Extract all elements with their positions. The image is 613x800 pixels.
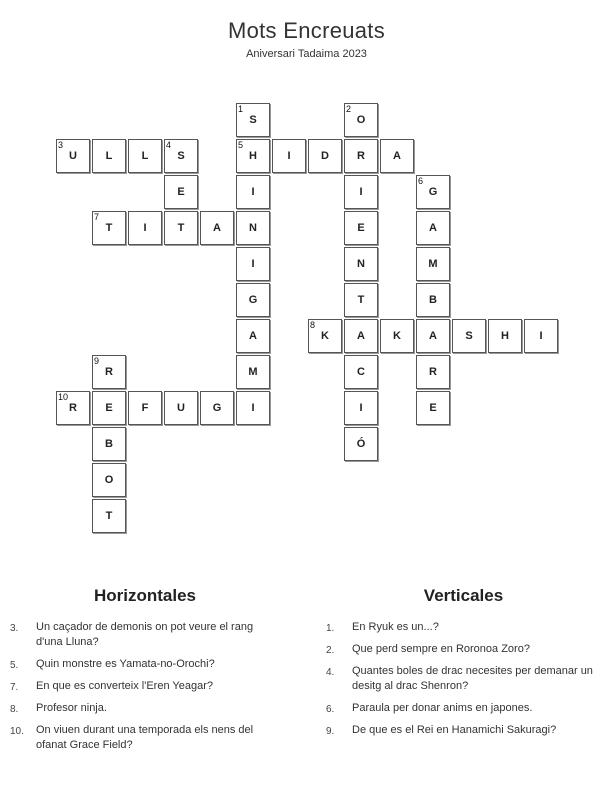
grid-cell[interactable]	[380, 139, 414, 173]
grid-cell[interactable]	[416, 319, 450, 353]
clue-item-text: En Ryuk es un...?	[352, 621, 439, 633]
clue-item-text: Profesor ninja.	[36, 702, 107, 714]
grid-cell[interactable]	[92, 211, 126, 245]
clue-item	[10, 620, 280, 650]
cell-letter: E	[177, 186, 185, 198]
clue-item-number: 4.	[326, 667, 335, 678]
cell-letter: R	[429, 366, 437, 378]
clue-number: 8	[310, 320, 316, 330]
grid-cell[interactable]	[416, 175, 450, 209]
cell-letter: B	[105, 438, 113, 450]
cell-letter: I	[359, 186, 363, 198]
cell-letter: A	[357, 330, 365, 342]
clue-item-text: De que es el Rei en Hanamichi Sakuragi?	[352, 724, 557, 736]
cell-letter: N	[357, 258, 365, 270]
clue-item-text: On viuen durant una temporada els nens del ofanat Grace Field?	[36, 724, 254, 751]
cell-letter: I	[251, 402, 255, 414]
grid-cell[interactable]	[344, 427, 378, 461]
grid-cell[interactable]	[164, 211, 198, 245]
vertical-heading: Verticales	[423, 586, 504, 605]
clue-item	[326, 723, 601, 738]
cell-letter: I	[287, 150, 291, 162]
cell-letter: G	[248, 294, 258, 306]
cell-letter: Ó	[356, 438, 366, 450]
cell-letter: H	[249, 150, 257, 162]
clue-number: 10	[58, 392, 69, 402]
grid-cell[interactable]	[416, 355, 450, 389]
grid-cell[interactable]	[524, 319, 558, 353]
grid-cell[interactable]	[236, 211, 270, 245]
cell-letter: R	[105, 366, 113, 378]
clue-number: 5	[238, 140, 244, 150]
grid-cell[interactable]	[164, 175, 198, 209]
grid-cell[interactable]	[56, 139, 90, 173]
grid-cell[interactable]	[236, 247, 270, 281]
clue-number: 4	[166, 140, 172, 150]
grid-cell[interactable]	[128, 139, 162, 173]
grid-cell[interactable]	[344, 139, 378, 173]
cell-letter: T	[105, 222, 113, 234]
grid-cell[interactable]	[164, 139, 198, 173]
cell-letter: M	[248, 366, 258, 378]
grid-cell[interactable]	[344, 211, 378, 245]
grid-cell[interactable]	[308, 139, 342, 173]
grid-cell[interactable]	[92, 463, 126, 497]
grid-cell[interactable]	[344, 175, 378, 209]
clue-number: 3	[58, 140, 64, 150]
clue-item	[326, 620, 601, 635]
grid-cell[interactable]	[236, 319, 270, 353]
clue-item	[10, 657, 280, 672]
cell-letter: R	[357, 150, 365, 162]
cell-letter: F	[141, 402, 149, 414]
cell-letter: O	[104, 474, 114, 486]
clue-item-text: Paraula per donar anims en japones.	[352, 702, 533, 714]
cell-letter: I	[251, 186, 255, 198]
clue-item	[10, 723, 280, 753]
clue-item-number: 10.	[10, 726, 24, 737]
clue-item-number: 2.	[326, 645, 335, 656]
clue-item	[10, 679, 280, 694]
grid-cell[interactable]	[236, 283, 270, 317]
cell-letter: B	[429, 294, 437, 306]
grid-cell[interactable]	[416, 211, 450, 245]
cell-letter: A	[213, 222, 221, 234]
cell-letter: U	[69, 150, 77, 162]
clue-item-text: Quantes boles de drac necesites per demanar un desitg al drac Shenron?	[352, 665, 593, 692]
grid-cell[interactable]	[344, 283, 378, 317]
cell-letter: O	[356, 114, 366, 126]
cell-letter: C	[357, 366, 365, 378]
grid-cell[interactable]	[164, 391, 198, 425]
grid-cell[interactable]	[308, 319, 342, 353]
cell-letter: U	[177, 402, 185, 414]
cell-letter: K	[393, 330, 401, 342]
grid-cell[interactable]	[56, 391, 90, 425]
clue-item-number: 8.	[10, 704, 19, 715]
clue-item-number: 1.	[326, 623, 335, 634]
cell-letter: D	[321, 150, 329, 162]
clue-item-number: 6.	[326, 704, 335, 715]
grid-cell[interactable]	[236, 175, 270, 209]
cell-letter: E	[357, 222, 365, 234]
cell-letter: T	[357, 294, 365, 306]
grid-cell[interactable]	[416, 391, 450, 425]
grid-cell[interactable]	[128, 391, 162, 425]
grid-cell[interactable]	[344, 103, 378, 137]
cell-letter: S	[465, 330, 473, 342]
cell-letter: T	[105, 510, 113, 522]
cell-letter: S	[249, 114, 257, 126]
grid-cell[interactable]	[92, 427, 126, 461]
grid-cell[interactable]	[236, 391, 270, 425]
grid-cell[interactable]	[344, 355, 378, 389]
cell-letter: A	[393, 150, 401, 162]
cell-letter: M	[428, 258, 438, 270]
horizontal-heading: Horizontales	[93, 586, 197, 605]
clue-number: 9	[94, 356, 100, 366]
clue-number: 7	[94, 212, 100, 222]
page-title: Mots Encreuats	[227, 18, 386, 43]
clue-item-text: Quin monstre es Yamata-no-Orochi?	[36, 658, 215, 670]
clue-item-text: Que perd sempre en Roronoa Zoro?	[352, 643, 530, 655]
grid-cell[interactable]	[92, 355, 126, 389]
cell-letter: S	[177, 150, 185, 162]
grid-cell[interactable]	[236, 139, 270, 173]
grid-cell[interactable]	[200, 391, 234, 425]
clue-number: 1	[238, 104, 244, 114]
clue-item-number: 5.	[10, 660, 19, 671]
clue-item-number: 7.	[10, 682, 19, 693]
cell-letter: I	[539, 330, 543, 342]
clue-item-number: 3.	[10, 623, 19, 634]
cell-letter: I	[251, 258, 255, 270]
cell-letter: A	[249, 330, 257, 342]
grid-cell[interactable]	[488, 319, 522, 353]
grid-cell[interactable]	[380, 319, 414, 353]
grid-cell[interactable]	[92, 139, 126, 173]
cell-letter: L	[141, 150, 149, 162]
clue-item	[326, 701, 601, 716]
clue-item-text: Un caçador de demonis on pot veure el rang d'una Lluna?	[36, 621, 254, 648]
grid-cell[interactable]	[236, 355, 270, 389]
cell-letter: A	[429, 222, 437, 234]
horizontal-clues	[10, 586, 280, 760]
grid-cell[interactable]	[128, 211, 162, 245]
grid-cell[interactable]	[452, 319, 486, 353]
clue-item	[10, 701, 280, 716]
grid-cell[interactable]	[236, 103, 270, 137]
grid-cell[interactable]	[200, 211, 234, 245]
cell-letter: K	[321, 330, 329, 342]
clue-number: 2	[346, 104, 352, 114]
cell-letter: I	[143, 222, 147, 234]
cell-letter: N	[249, 222, 257, 234]
grid-cell[interactable]	[416, 247, 450, 281]
grid-cell[interactable]	[92, 499, 126, 533]
cell-letter: T	[177, 222, 185, 234]
cell-letter: G	[212, 402, 222, 414]
clue-item	[326, 664, 601, 694]
grid-cell[interactable]	[272, 139, 306, 173]
page-subtitle: Aniversari Tadaima 2023	[246, 48, 367, 60]
cell-letter: A	[429, 330, 437, 342]
cell-letter: H	[501, 330, 509, 342]
cell-letter: E	[105, 402, 113, 414]
cell-letter: G	[428, 186, 438, 198]
cell-letter: I	[359, 402, 363, 414]
grid-cell[interactable]	[344, 391, 378, 425]
grid-cell[interactable]	[344, 247, 378, 281]
cell-letter: L	[105, 150, 113, 162]
clue-number: 6	[418, 176, 424, 186]
vertical-clues	[326, 586, 601, 745]
grid-cell[interactable]	[344, 319, 378, 353]
clue-item-number: 9.	[326, 726, 335, 737]
clue-item-text: En que es converteix l'Eren Yeagar?	[36, 680, 213, 692]
cell-letter: R	[69, 402, 77, 414]
clue-item	[326, 642, 601, 657]
cell-letter: E	[429, 402, 437, 414]
grid-cell[interactable]	[416, 283, 450, 317]
grid-cell[interactable]	[92, 391, 126, 425]
